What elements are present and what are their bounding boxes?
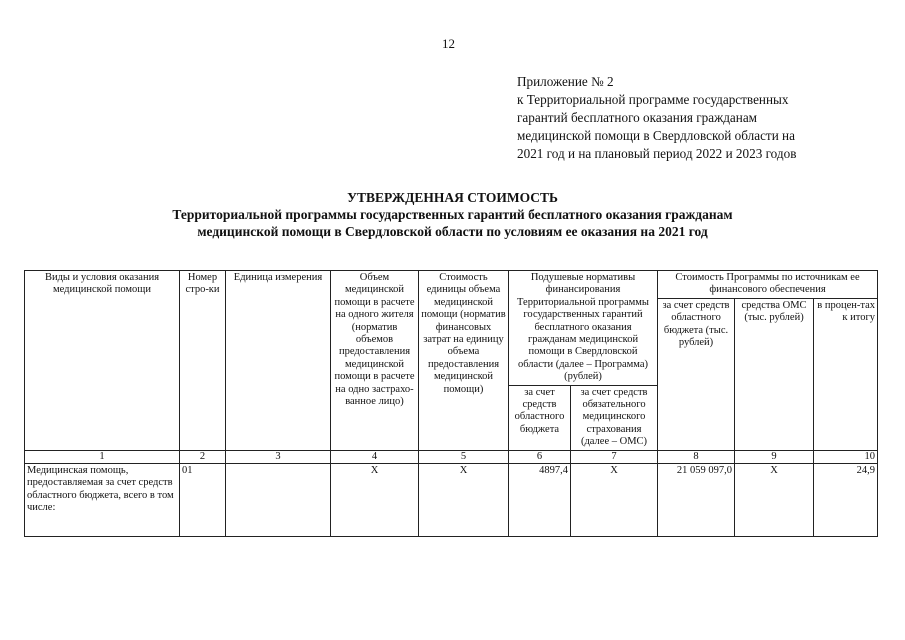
title-line-2: Территориальной программы государственных гарантий бесплатного оказания гражданам	[172, 207, 733, 222]
appendix-line: гарантий бесплатного оказания гражданам	[517, 110, 758, 125]
document-title	[0, 189, 905, 240]
cell-percent: 24,9	[814, 463, 878, 536]
title-line-1: УТВЕРЖДЕННАЯ СТОИМОСТЬ	[347, 190, 558, 205]
cell-per-capita-budget: 4897,4	[509, 463, 571, 536]
cell-unit-cost: X	[419, 463, 509, 536]
cell-cost-budget: 21 059 097,0	[658, 463, 735, 536]
header-cost-oms: средства ОМС (тыс. рублей)	[735, 298, 814, 450]
cell-line-number: 01	[180, 463, 226, 536]
column-number: 5	[419, 450, 509, 463]
column-number: 8	[658, 450, 735, 463]
column-number: 7	[571, 450, 658, 463]
cell-cost-oms: X	[735, 463, 814, 536]
appendix-block	[517, 73, 796, 163]
header-kind: Виды и условия оказания медицинской помощи	[25, 271, 180, 451]
header-per-capita-oms: за счет средств обязательного медицинского страхования (далее – ОМС)	[571, 385, 658, 450]
header-percent: в процен-тах к итогу	[814, 298, 878, 450]
header-per-capita-group: Подушевые нормативы финансирования Территориальной программы государственных гарантий бесплатного оказания гражданам медицинской помощи в Свердловской области (далее – Программа) (рублей)	[509, 271, 658, 386]
cell-unit	[226, 463, 331, 536]
header-per-capita-budget: за счет средств областного бюджета	[509, 385, 571, 450]
column-number: 9	[735, 450, 814, 463]
column-number: 3	[226, 450, 331, 463]
appendix-line: 2021 год и на плановый период 2022 и 2023 годов	[517, 146, 797, 161]
title-line-3: медицинской помощи в Свердловской области по условиям ее оказания на 2021 год	[197, 224, 708, 239]
column-number: 10	[814, 450, 878, 463]
cost-table	[24, 270, 878, 537]
header-unit: Единица измерения	[226, 271, 331, 451]
page-number: 12	[442, 36, 455, 51]
header-cost-budget: за счет средств областного бюджета (тыс. рублей)	[658, 298, 735, 450]
header-unit-cost: Стоимость единицы объема медицинской помощи (норматив финансовых затрат на единицу объема предоставления медицинской помощи)	[419, 271, 509, 451]
appendix-line: к Территориальной программе государственных	[517, 92, 789, 107]
appendix-line: медицинской помощи в Свердловской области на	[517, 128, 795, 143]
column-number: 1	[25, 450, 180, 463]
header-volume: Объем медицинской помощи в расчете на одного жителя (норматив объемов предоставления медицинской помощи в расчете на одно застрахо-ванное лицо)	[331, 271, 419, 451]
appendix-line: Приложение № 2	[517, 74, 614, 89]
column-number: 2	[180, 450, 226, 463]
cell-per-capita-oms: X	[571, 463, 658, 536]
header-line-number: Номер стро-ки	[180, 271, 226, 451]
table-row	[25, 463, 878, 536]
column-number: 4	[331, 450, 419, 463]
cell-volume: X	[331, 463, 419, 536]
column-number: 6	[509, 450, 571, 463]
header-cost-group: Стоимость Программы по источникам ее финансового обеспечения	[658, 271, 878, 299]
cell-name: Медицинская помощь, предоставляемая за счет средств областного бюджета, всего в том числе:	[25, 463, 180, 536]
